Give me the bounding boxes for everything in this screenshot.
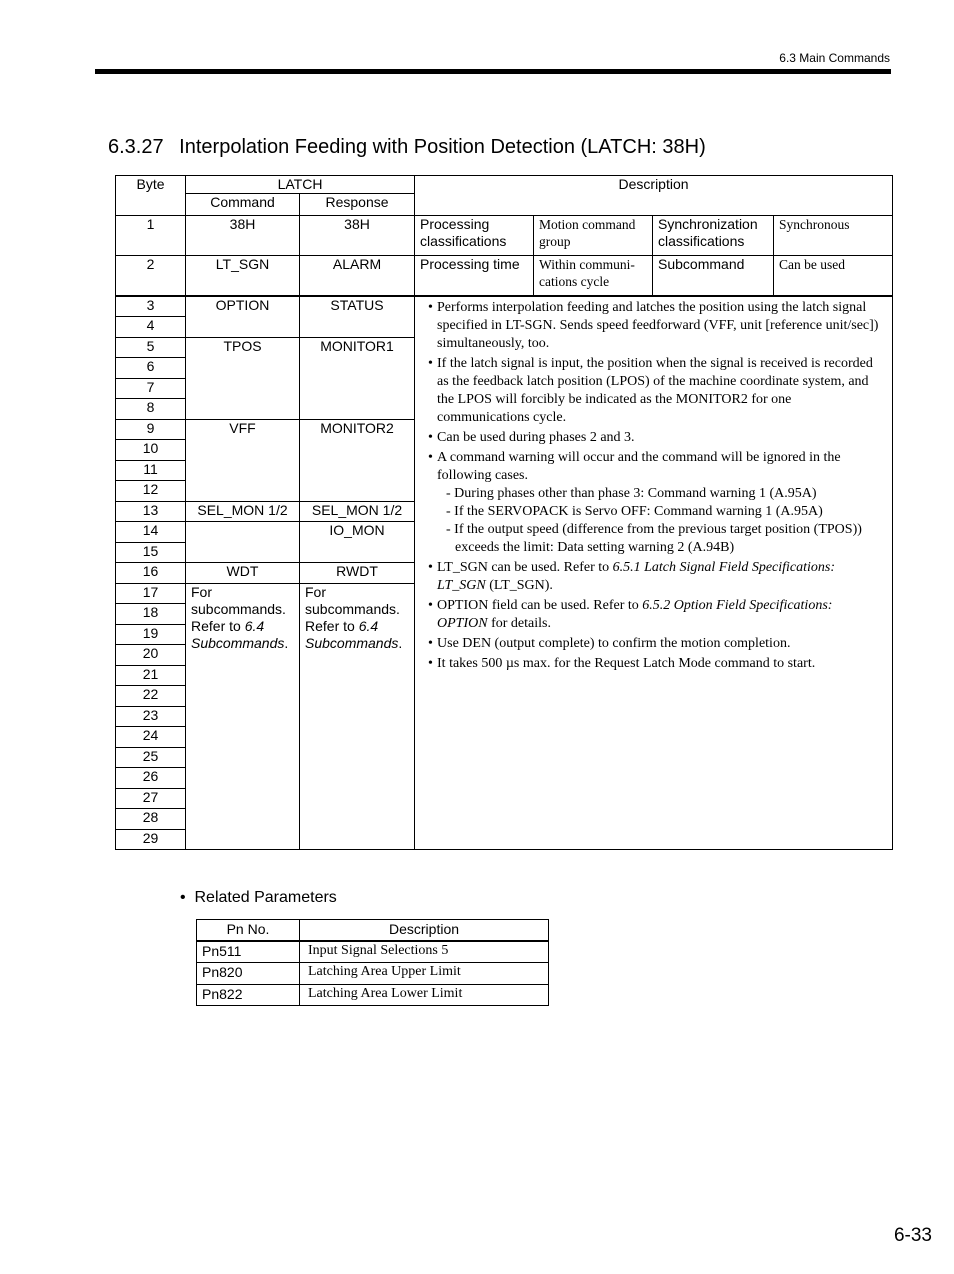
pn-cell: Pn820 [197, 963, 300, 985]
latch-command-table [115, 175, 893, 850]
byte-cell: 21 [116, 665, 186, 686]
command-cell: SEL_MON 1/2 [186, 501, 300, 522]
response-cell: MONITOR1 [300, 337, 415, 419]
subcommand-reference: 6.4 Subcommands [305, 617, 399, 651]
command-cell [186, 522, 300, 563]
response-cell: 38H [300, 216, 415, 256]
param-description-cell: Latching Area Upper Limit [300, 963, 549, 985]
byte-cell: 29 [116, 829, 186, 850]
command-cell: WDT [186, 563, 300, 584]
byte-cell: 16 [116, 563, 186, 584]
header-row-1 [116, 176, 893, 194]
section-title [108, 136, 706, 159]
table-row [197, 963, 549, 985]
header-description: Description [300, 920, 549, 942]
pn-cell: Pn511 [197, 941, 300, 963]
param-description-cell: Input Signal Selections 5 [300, 941, 549, 963]
byte-cell: 5 [116, 337, 186, 358]
byte-cell: 1 [116, 216, 186, 256]
command-cell: 38H [186, 216, 300, 256]
byte-cell: 24 [116, 727, 186, 748]
byte-cell: 18 [116, 604, 186, 625]
page-number: 6-33 [893, 1225, 932, 1246]
response-cell: MONITOR2 [300, 419, 415, 501]
running-head: 6.3 Main Commands [779, 51, 890, 65]
option-field-reference: 6.5.2 Option Field Specifications: OPTION [437, 598, 833, 631]
command-cell: TPOS [186, 337, 300, 419]
subcommand-reference: 6.4 Subcommands [191, 617, 285, 651]
byte-cell: 19 [116, 624, 186, 645]
byte-cell: 13 [116, 501, 186, 522]
byte-cell: 2 [116, 256, 186, 297]
byte-cell: 23 [116, 706, 186, 727]
byte-cell: 27 [116, 788, 186, 809]
subcommand-value: Can be used [774, 256, 893, 297]
byte-cell: 11 [116, 460, 186, 481]
pn-cell: Pn822 [197, 984, 300, 1006]
command-cell: VFF [186, 419, 300, 501]
byte-cell: 10 [116, 440, 186, 461]
sync-classification-value: Synchronous [774, 216, 893, 256]
byte-cell: 25 [116, 747, 186, 768]
sync-classification-label: Synchronization classifications [653, 216, 774, 256]
param-description-cell: Latching Area Lower Limit [300, 984, 549, 1006]
byte-cell: 9 [116, 419, 186, 440]
list-item: • A command warning will occur and the command will be ignored in the following cases. - During phases other than phase 3: Command warning 1 (A.95A) - If the SERVOPACK is Servo OFF: Command warning 1 (A.95A) - If the output speed (difference from the previous target position (TPOS)) exceeds the limit: Data setting warning 2 (A.94B) [425, 449, 886, 557]
processing-classification-value: Motion command group [534, 216, 653, 256]
command-cell: LT_SGN [186, 256, 300, 297]
response-cell: ALARM [300, 256, 415, 297]
header-command: Command [186, 194, 300, 216]
list-item: • OPTION field can be used. Refer to 6.5.2 Option Field Specifications: OPTION for details. [428, 598, 833, 631]
latch-field-reference: 6.5.1 Latch Signal Field Specifications: LT_SGN [437, 560, 836, 593]
list-item: • If the latch signal is input, the position when the signal is received is recorded as the feedback latch position (LPOS) of the machine coordinate system, and the LPOS will forcibly be indicated as the MONITOR2 for one communications cycle. [428, 356, 873, 425]
section-title-text: Interpolation Feeding with Position Detection (LATCH: 38H) [179, 136, 706, 158]
list-item: • Use DEN (output complete) to confirm the motion completion. [428, 636, 791, 651]
header-pn-no: Pn No. [197, 920, 300, 942]
byte-cell: 3 [116, 296, 186, 317]
table-row [116, 296, 893, 317]
header-latch: LATCH [186, 176, 415, 194]
params-header-row [197, 920, 549, 942]
command-cell: OPTION [186, 296, 300, 337]
byte-cell: 15 [116, 542, 186, 563]
header-description: Description [415, 176, 893, 216]
response-cell: STATUS [300, 296, 415, 337]
description-list [425, 299, 886, 673]
table-row [116, 216, 893, 256]
subcommand-label: Subcommand [653, 256, 774, 297]
list-item: • LT_SGN can be used. Refer to 6.5.1 Latch Signal Field Specifications: LT_SGN (LT_SGN). [428, 560, 836, 593]
table-row [197, 941, 549, 963]
byte-cell: 4 [116, 317, 186, 338]
command-subcommand-cell: For subcommands. Refer to 6.4 Subcommands. [186, 583, 300, 850]
response-cell: IO_MON [300, 522, 415, 563]
byte-cell: 6 [116, 358, 186, 379]
byte-cell: 12 [116, 481, 186, 502]
section-number: 6.3.27 [108, 136, 164, 158]
sublist-item: - If the output speed (difference from the previous target position (TPOS)) exceeds the limit: Data setting warning 2 (A.94B) [446, 522, 862, 555]
header-rule [95, 69, 891, 74]
byte-cell: 7 [116, 378, 186, 399]
table-row [197, 984, 549, 1006]
related-parameters-table [196, 919, 549, 1006]
byte-cell: 14 [116, 522, 186, 543]
processing-time-value: Within communi-cations cycle [534, 256, 653, 297]
warning-sublist [437, 485, 886, 557]
byte-cell: 17 [116, 583, 186, 604]
header-response: Response [300, 194, 415, 216]
response-cell: RWDT [300, 563, 415, 584]
byte-cell: 22 [116, 686, 186, 707]
byte-cell: 20 [116, 645, 186, 666]
list-item: • Performs interpolation feeding and latches the position using the latch signal specified in LT-SGN. Sends speed feedforward (VFF, unit [reference unit/sec]) simultaneously, too. [428, 300, 879, 351]
table-row [116, 256, 893, 297]
byte-cell: 8 [116, 399, 186, 420]
byte-cell: 28 [116, 809, 186, 830]
header-byte: Byte [116, 176, 186, 216]
related-parameters-heading: • Related Parameters [180, 889, 337, 906]
list-item: • Can be used during phases 2 and 3. [428, 430, 635, 445]
processing-classification-label: Processing classifications [415, 216, 534, 256]
processing-time-label: Processing time [415, 256, 534, 297]
response-subcommand-cell: For subcommands. Refer to 6.4 Subcommands. [300, 583, 415, 850]
list-item: • It takes 500 µs max. for the Request Latch Mode command to start. [428, 656, 816, 671]
byte-cell: 26 [116, 768, 186, 789]
sublist-item: - During phases other than phase 3: Command warning 1 (A.95A) [446, 486, 817, 501]
sublist-item: - If the SERVOPACK is Servo OFF: Command warning 1 (A.95A) [446, 504, 823, 519]
response-cell: SEL_MON 1/2 [300, 501, 415, 522]
description-cell [415, 296, 893, 850]
